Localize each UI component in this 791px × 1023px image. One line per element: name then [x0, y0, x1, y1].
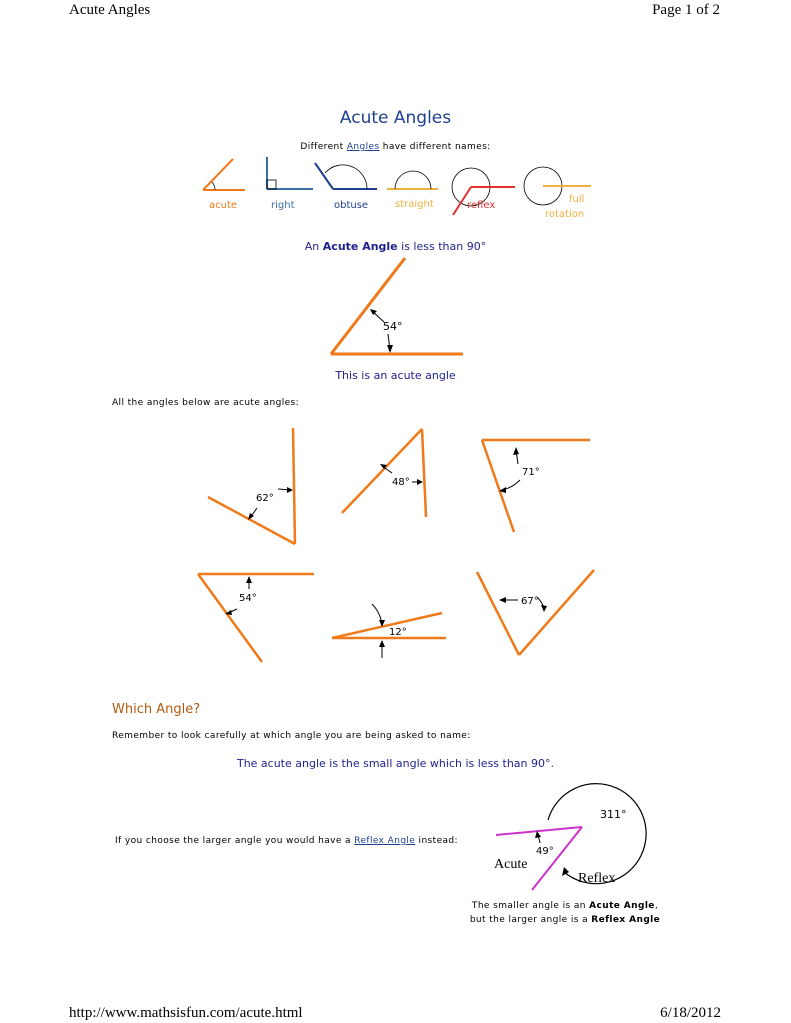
- reflex-diagram-acute-label: Acute: [494, 857, 528, 872]
- reflex-line-before: If you choose the larger angle you would have a: [115, 836, 355, 846]
- all-below-text: All the angles below are acute angles:: [112, 398, 300, 408]
- angles-link[interactable]: Angles: [346, 142, 380, 152]
- type-label-rotation: rotation: [545, 209, 585, 220]
- summary-line-2: [440, 913, 690, 927]
- header-page-number: Page 1 of 2: [652, 2, 720, 18]
- summary-line1-bold: Acute Angle: [589, 901, 655, 911]
- summary-line1-before: The smaller angle is an: [471, 901, 590, 911]
- example-angle-54: [195, 569, 320, 669]
- reflex-angle-link[interactable]: Reflex Angle: [354, 836, 416, 846]
- page-title: Acute Angles: [339, 108, 452, 128]
- example-label-71: 71°: [522, 467, 540, 478]
- intro-after: have different names:: [379, 142, 491, 152]
- summary-line2-bold: Reflex Angle: [591, 915, 661, 925]
- reflex-diagram-acute-value: 49°: [536, 846, 554, 857]
- reflex-angle-diagram: [492, 790, 637, 900]
- main-acute-angle-diagram: [328, 256, 468, 356]
- definition-before: An: [304, 240, 323, 253]
- definition-after: is less than 90°: [397, 240, 487, 253]
- reflex-diagram-reflex-label: Reflex: [578, 871, 616, 886]
- example-angle-71: [478, 434, 593, 534]
- reflex-diagram-reflex-value: 311°: [600, 808, 627, 821]
- example-angle-48: [338, 425, 438, 525]
- type-label-straight: straight: [395, 199, 434, 210]
- example-label-12: 12°: [389, 627, 407, 638]
- header-title: Acute Angles: [69, 2, 151, 18]
- example-label-62: 62°: [256, 493, 274, 504]
- footer-url: http://www.mathsisfun.com/acute.html: [69, 1005, 303, 1021]
- definition-text: [0, 240, 791, 253]
- main-caption: This is an acute angle: [335, 369, 456, 382]
- summary-line2-before: but the larger angle is a: [469, 915, 592, 925]
- type-label-full: full: [569, 194, 585, 205]
- acute-type-icon: [203, 159, 245, 190]
- which-angle-heading: Which Angle?: [112, 702, 201, 717]
- example-label-48: 48°: [392, 477, 410, 488]
- type-label-obtuse: obtuse: [334, 200, 369, 211]
- summary-line1-after: ,: [654, 901, 659, 911]
- example-label-54: 54°: [239, 593, 257, 604]
- straight-type-icon: [387, 171, 438, 189]
- remember-text: Remember to look carefully at which angle you are being asked to name:: [112, 731, 471, 741]
- intro-text: [0, 142, 791, 152]
- intro-before: Different: [300, 142, 347, 152]
- footer-date: 6/18/2012: [660, 1005, 721, 1021]
- summary-text: [440, 899, 690, 927]
- summary-line-1: [440, 899, 690, 913]
- example-angle-67: [474, 567, 594, 667]
- right-type-icon: [267, 157, 313, 189]
- reflex-line: [115, 836, 458, 846]
- example-angle-12: [328, 602, 448, 662]
- obtuse-type-icon: [315, 163, 377, 189]
- reflex-line-after: instead:: [415, 836, 458, 846]
- type-label-reflex: reflex: [467, 200, 496, 211]
- type-label-acute: acute: [209, 200, 238, 211]
- example-label-67: 67°: [521, 596, 539, 607]
- small-angle-note: The acute angle is the small angle which is less than 90°.: [236, 757, 555, 770]
- type-label-right: right: [271, 200, 295, 211]
- example-angle-62: [200, 422, 310, 552]
- angle-types-diagram: [195, 155, 591, 223]
- main-angle-label: 54°: [383, 320, 403, 333]
- definition-bold: Acute Angle: [322, 240, 398, 253]
